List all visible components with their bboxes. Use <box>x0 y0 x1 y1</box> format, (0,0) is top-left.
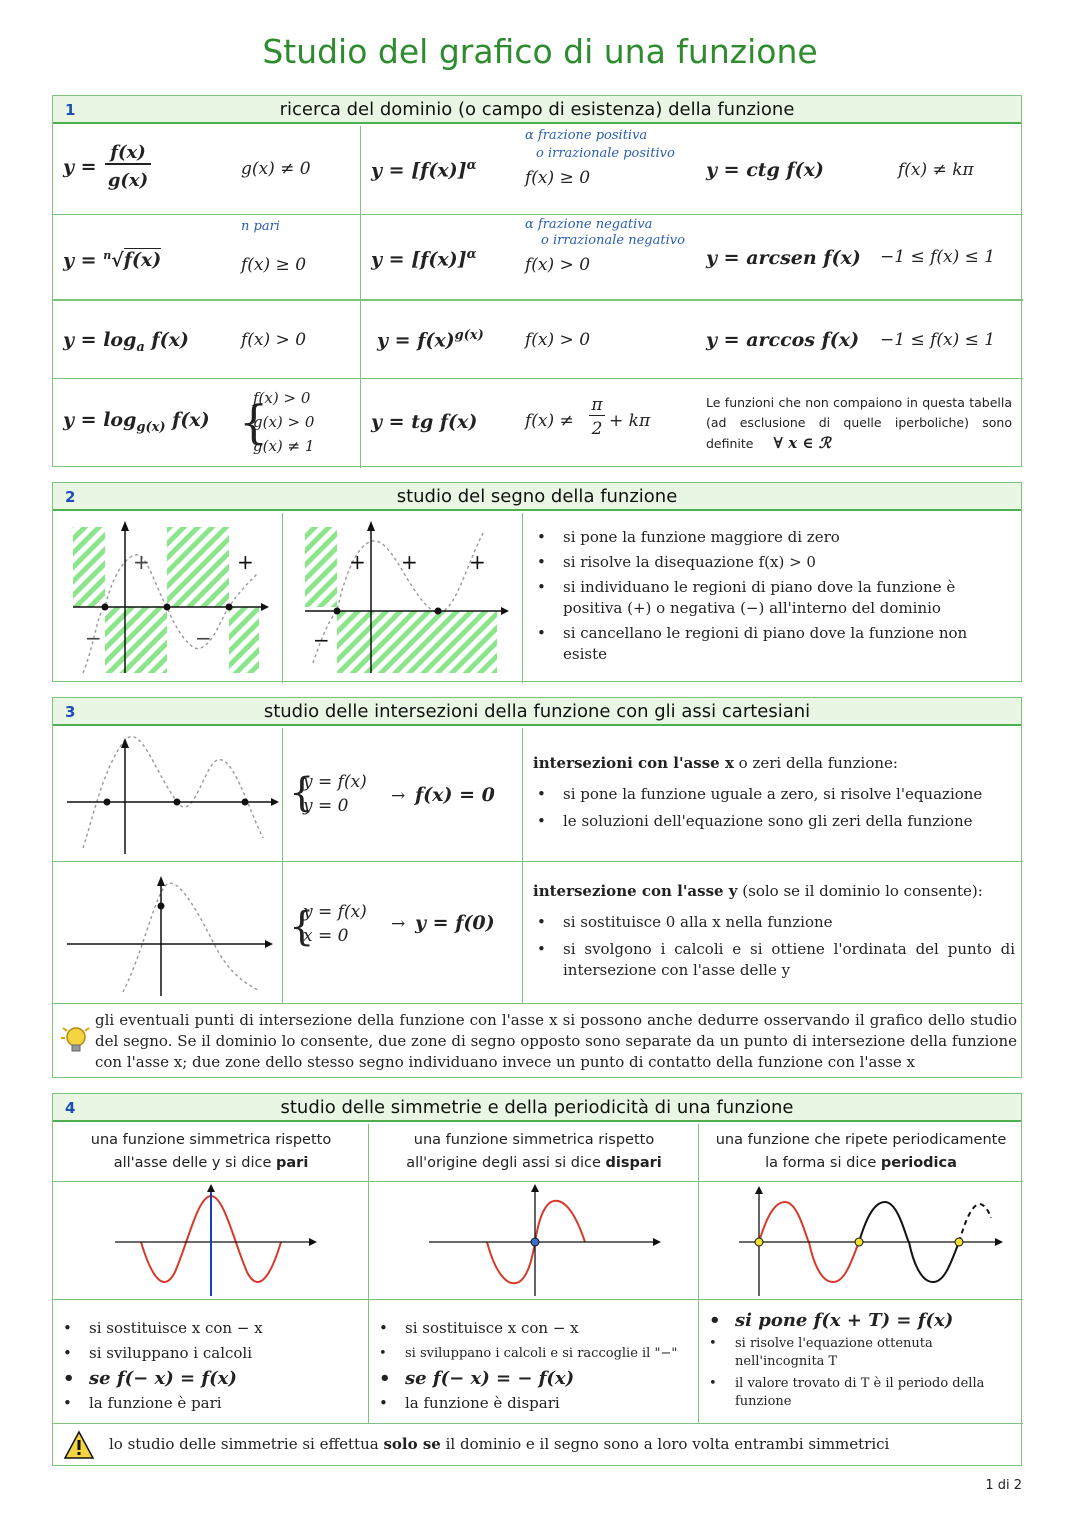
hatch-region <box>229 607 259 673</box>
subheading: intersezione con l'asse y <box>533 882 738 900</box>
even-function-graph <box>53 1182 369 1300</box>
domain-cell <box>696 126 1023 215</box>
domain-note-text: Le funzioni che non compaiono in questa tabella (ad esclusione di quelle iperboliche) sono definite ∀ x ∈ ℛ <box>706 395 1012 452</box>
step-item: • si sostituisce 0 alla x nella funzione <box>531 912 1015 933</box>
zero-point <box>104 799 111 806</box>
section-number: 4 <box>65 1099 76 1117</box>
section-header <box>53 698 1021 726</box>
hatch-region <box>337 611 497 673</box>
zero-point <box>242 799 249 806</box>
zero-point <box>435 608 442 615</box>
step-item: • le soluzioni dell'equazione sono gli zeri della funzione <box>531 811 1011 832</box>
section-header <box>53 1094 1021 1122</box>
section-header <box>53 96 1021 124</box>
warning-box <box>53 1424 1023 1467</box>
symmetry-heading: una funzione simmetrica rispetto all'origine degli assi si dice dispari <box>369 1124 699 1182</box>
sign-plus: + <box>469 550 486 574</box>
x-intersection-graph <box>53 728 283 862</box>
domain-condition: f(x) > 0 <box>525 330 591 350</box>
step-item: • la funzione è pari <box>57 1393 357 1414</box>
domain-function: y = arccos f(x) <box>706 329 860 351</box>
hatch-region <box>167 527 229 607</box>
domain-cell: $y = \log_{g(x)} f(x)$ { f(x) > 0 g(x) > 0 g(x) ≠ 1 <box>53 379 361 467</box>
step-item: • la funzione è dispari <box>373 1393 693 1414</box>
hatch-region <box>73 527 105 607</box>
step-item: • se f(− x) = f(x) <box>57 1368 357 1389</box>
periodic-steps <box>699 1300 1023 1424</box>
sign-steps <box>523 513 1023 683</box>
page-title: Studio del grafico di una funzione <box>262 32 818 71</box>
domain-condition: f(x) ≠ kπ <box>898 160 974 180</box>
step-item: • si pone la funzione uguale a zero, si risolve l'equazione <box>531 784 1011 805</box>
domain-cell: $y = [f(x)]^\alpha$ α frazione positiva o irrazionale positivo f(x) ≥ 0 <box>361 126 696 215</box>
domain-cell: $y = f(x)^{g(x)}$ f(x) > 0 <box>361 300 696 379</box>
domain-cell: y = $^n$√f(x) n pari f(x) ≥ 0 <box>53 215 361 300</box>
result-equation: f(x) = 0 <box>415 784 495 806</box>
step-item: • si risolve l'equazione ottenuta nell'incognita T <box>703 1335 1013 1371</box>
step-item: • si pone f(x + T) = f(x) <box>703 1310 1013 1331</box>
step-item: • si cancellano le regioni di piano dove la funzione non esiste <box>531 623 981 665</box>
sign-minus: − <box>195 626 212 650</box>
y-intersection-system: { y = f(x) x = 0 → y = f(0) <box>283 862 523 1004</box>
y-intercept-point <box>158 903 165 910</box>
domain-condition: −1 ≤ f(x) ≤ 1 <box>880 330 996 350</box>
sign-graph-2 <box>283 513 523 683</box>
step-item: • se f(− x) = − f(x) <box>373 1368 693 1389</box>
fraction-denominator: g(x) <box>107 170 149 191</box>
sign-plus: + <box>237 550 254 574</box>
domain-note: α frazione positiva <box>525 128 648 143</box>
domain-condition: f(x) > 0 <box>241 330 307 350</box>
symmetry-heading: una funzione simmetrica rispetto all'asse delle y si dice pari <box>53 1124 369 1182</box>
zero-point <box>164 604 171 611</box>
step-item: • si svolgono i calcoli e si ottiene l'ordinata del punto di intersezione con l'asse delle y <box>531 939 1015 981</box>
domain-cell <box>696 379 1023 467</box>
domain-note: n pari <box>241 219 280 234</box>
sign-plus: + <box>349 550 366 574</box>
section-number: 1 <box>65 101 76 119</box>
x-intersection-steps: intersezioni con l'asse x o zeri della funzione: • si pone la funzione uguale a zero, si risolve l'equazione • le soluzioni dell'equazione sono gli zeri della funzione <box>523 728 1023 862</box>
section-number: 3 <box>65 703 76 721</box>
domain-note: o irrazionale negativo <box>541 233 685 248</box>
period-point <box>855 1238 863 1246</box>
even-steps <box>53 1300 369 1424</box>
domain-cell <box>696 300 1023 379</box>
section-symmetry <box>52 1093 1022 1466</box>
sign-minus: − <box>313 628 330 652</box>
domain-cell: $y = \log_a f(x)$ f(x) > 0 <box>53 300 361 379</box>
domain-note: α frazione negativa <box>525 217 653 232</box>
zero-point <box>334 608 341 615</box>
domain-cell <box>696 215 1023 300</box>
section-title: studio delle intersezioni della funzione con gli assi cartesiani <box>263 701 811 722</box>
step-item: • si sviluppano i calcoli e si raccoglie il "−" <box>373 1343 693 1364</box>
section-title: studio del segno della funzione <box>396 486 678 507</box>
x-intersection-system: { y = f(x) y = 0 → f(x) = 0 <box>283 728 523 862</box>
period-point <box>955 1238 963 1246</box>
hatch-region <box>305 527 337 607</box>
result-equation: y = f(0) <box>415 912 495 934</box>
step-item: • si pone la funzione maggiore di zero <box>531 527 981 548</box>
section-sign <box>52 482 1022 682</box>
domain-condition: −1 ≤ f(x) ≤ 1 <box>880 247 996 267</box>
section-header <box>53 483 1021 511</box>
symmetry-heading: una funzione che ripete periodicamente la forma si dice periodica <box>699 1124 1023 1182</box>
tip-box <box>53 1004 1023 1079</box>
page-number: 1 di 2 <box>985 1478 1022 1493</box>
step-item: • si sviluppano i calcoli <box>57 1343 357 1364</box>
zero-point <box>102 604 109 611</box>
step-item: • si sostituisce x con − x <box>57 1318 357 1339</box>
domain-condition: f(x) ≥ 0 <box>241 255 307 275</box>
hatch-region <box>105 607 167 673</box>
warning-icon <box>63 1430 95 1460</box>
domain-function: y = ctg f(x) <box>706 159 824 181</box>
step-item: • il valore trovato di T è il periodo della funzione <box>703 1375 1013 1411</box>
step-item: • si individuano le regioni di piano dove la funzione è positiva (+) o negativa (−) all'interno del dominio <box>531 577 981 619</box>
section-title: studio delle simmetrie e della periodicità di una funzione <box>280 1097 794 1118</box>
sign-plus: + <box>133 550 150 574</box>
warning-text: lo studio delle simmetrie si effettua solo se il dominio e il segno sono a loro volta entrambi simmetrici <box>109 1435 890 1453</box>
tip-text: gli eventuali punti di intersezione della funzione con l'asse x si possono anche dedurre osservando il grafico dello studio del segno. Se il dominio lo consente, due zone di segno opposto sono separate da un punto di intersezione della funzione con l'asse x; due zone dello stesso segno individuano invece un punto di contatto della funzione con l'asse x <box>95 1011 1017 1071</box>
sign-minus: − <box>85 626 102 650</box>
section-intersections <box>52 697 1022 1078</box>
subheading: intersezioni con l'asse x <box>533 754 734 772</box>
domain-function: y = arcsen f(x) <box>706 247 861 269</box>
origin-point <box>531 1238 539 1246</box>
lightbulb-icon <box>61 1024 91 1056</box>
domain-condition: g(x) ≠ 0 <box>241 159 311 179</box>
y-intersection-steps: intersezione con l'asse y (solo se il dominio lo consente): • si sostituisce 0 alla x nella funzione • si svolgono i calcoli e si ottiene l'ordinata del punto di intersezione con l'asse delle y <box>523 862 1023 1004</box>
domain-condition: f(x) > 0 <box>525 255 591 275</box>
sign-plus: + <box>401 550 418 574</box>
sign-graph-1 <box>53 513 283 683</box>
section-number: 2 <box>65 488 76 506</box>
period-point <box>755 1238 763 1246</box>
domain-function: y = tg f(x) <box>371 411 478 433</box>
domain-note: o irrazionale positivo <box>536 146 675 161</box>
step-item: • si risolve la disequazione f(x) > 0 <box>531 552 981 573</box>
odd-function-graph <box>369 1182 699 1300</box>
section-domain <box>52 95 1022 467</box>
domain-cell: $y = [f(x)]^\alpha$ α frazione negativa o irrazionale negativo f(x) > 0 <box>361 215 696 300</box>
zero-point <box>174 799 181 806</box>
y-intersection-graph <box>53 862 283 1004</box>
fraction-numerator: f(x) <box>105 142 151 165</box>
domain-cell: y = tg f(x) f(x) ≠ π 2 + kπ <box>371 395 651 439</box>
step-item: • si sostituisce x con − x <box>373 1318 693 1339</box>
domain-cell: y = f(x) g(x) g(x) ≠ 0 <box>53 126 361 215</box>
section-title: ricerca del dominio (o campo di esistenza) della funzione <box>279 99 795 120</box>
zero-point <box>226 604 233 611</box>
domain-condition: f(x) ≥ 0 <box>525 168 591 188</box>
odd-steps <box>369 1300 699 1424</box>
periodic-function-graph <box>699 1182 1023 1300</box>
